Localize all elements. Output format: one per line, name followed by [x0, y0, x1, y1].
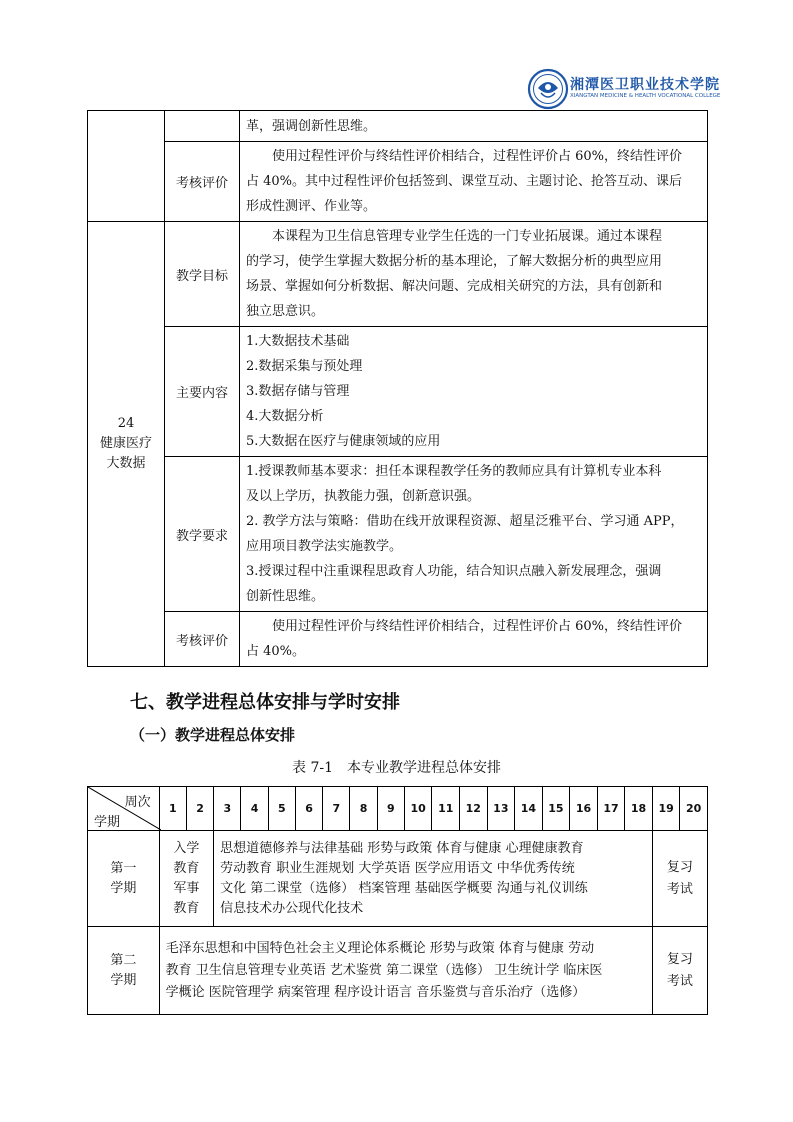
schedule-table — [87, 786, 708, 1015]
table-row — [88, 327, 708, 457]
section-heading: 七、教学进程总体安排与学时安排 — [130, 692, 400, 713]
content-cell — [240, 612, 708, 667]
course-line: 毛泽东思想和中国特色社会主义理论体系概论 形势与政策 体育与健康 劳动 — [165, 940, 595, 956]
list-item: 2.数据采集与预处理 — [246, 359, 363, 374]
college-name: 湘潭医卫职业技术学院 — [570, 77, 720, 93]
row-label: 主要内容 — [165, 327, 240, 457]
course-name-line: 大数据 — [106, 456, 146, 471]
review-cell — [652, 831, 707, 927]
content-line: 场景、掌握如何分析数据、解决问题、完成相关研究的方法，具有创新和 — [246, 279, 663, 294]
table-row — [88, 612, 708, 667]
table-row — [88, 222, 708, 327]
review-line: 复习 — [666, 859, 693, 875]
review-line: 复习 — [666, 951, 693, 967]
week-number: 2 — [186, 787, 213, 831]
content-cell — [240, 327, 708, 457]
week-number: 17 — [597, 787, 625, 831]
week-number: 7 — [323, 787, 350, 831]
week-number: 13 — [487, 787, 515, 831]
header-week: 周次 — [124, 795, 151, 810]
week-number: 19 — [652, 787, 680, 831]
table-row — [88, 927, 708, 1015]
list-item: 1.大数据技术基础 — [246, 334, 350, 349]
subsection-heading: （一）教学进程总体安排 — [130, 726, 296, 744]
row-label: 教学目标 — [165, 222, 240, 327]
college-name-en: XIANGTAN MEDICINE & HEALTH VOCATIONAL COLLEGE — [570, 93, 721, 99]
course-line: 思想道德修养与法律基础 形势与政策 体育与健康 心理健康教育 — [220, 840, 584, 856]
semester-name-line: 第二 — [110, 952, 137, 968]
week-number: 15 — [542, 787, 570, 831]
course-line: 文化 第二课堂（选修） 档案管理 基础医学概要 沟通与礼仪训练 — [220, 880, 588, 896]
course-line: 教育 卫生信息管理专业英语 艺术鉴赏 第二课堂（选修） 卫生统计学 临床医 — [165, 962, 603, 978]
review-line: 考试 — [666, 973, 693, 989]
week-number: 1 — [159, 787, 186, 831]
semester-name-line: 第一 — [110, 860, 137, 876]
content-line: 本课程为卫生信息管理专业学生任选的一门专业拓展课。通过本课程 — [272, 229, 663, 244]
course-name-cell — [88, 222, 165, 667]
course-list-cell — [214, 831, 653, 927]
table-row — [88, 831, 708, 927]
week-number: 3 — [214, 787, 241, 831]
week-number: 6 — [295, 787, 322, 831]
content-line: 独立思意识。 — [246, 304, 325, 319]
row-label: 考核评价 — [165, 612, 240, 667]
content-line: 2. 教学方法与策略：借助在线开放课程资源、超星泛雅平台、学习通 APP， — [246, 514, 684, 529]
row-label: 教学要求 — [165, 457, 240, 612]
course-name-line: 健康医疗 — [99, 436, 152, 451]
diagonal-header-cell — [88, 787, 160, 831]
week-number: 4 — [241, 787, 268, 831]
week-number: 11 — [432, 787, 460, 831]
week-number: 5 — [268, 787, 295, 831]
semester-label — [88, 927, 160, 1015]
table-row — [88, 111, 708, 142]
content-cell — [240, 111, 708, 142]
review-line: 考试 — [666, 881, 693, 897]
week-number: 20 — [680, 787, 708, 831]
orientation-line: 入学 — [173, 840, 200, 856]
table-row — [88, 457, 708, 612]
course-line: 信息技术办公现代化技术 — [220, 900, 364, 916]
list-item: 5.大数据在医疗与健康领域的应用 — [246, 434, 441, 449]
table-caption: 表 7-1 本专业教学进程总体安排 — [292, 760, 501, 776]
week-number: 12 — [460, 787, 488, 831]
orientation-line: 教育 — [173, 900, 200, 916]
course-line: 劳动教育 职业生涯规划 大学英语 医学应用语文 中华优秀传统 — [220, 860, 575, 876]
orientation-line: 军事 — [173, 880, 200, 896]
week-number: 14 — [515, 787, 543, 831]
header-semester: 学期 — [94, 815, 121, 830]
content-cell — [240, 457, 708, 612]
course-cell-blank — [88, 111, 165, 222]
label-cell-blank — [165, 111, 240, 142]
content-line: 形成性测评、作业等。 — [246, 199, 377, 214]
week-number: 18 — [625, 787, 653, 831]
content-cell — [240, 222, 708, 327]
table-row — [88, 142, 708, 222]
week-number: 9 — [377, 787, 404, 831]
orientation-cell — [159, 831, 214, 927]
content-line: 3.授课过程中注重课程思政育人功能，结合知识点融入新发展理念，强调 — [246, 564, 662, 579]
content-line: 应用项目教学法实施教学。 — [246, 539, 403, 554]
content-line: 创新性思维。 — [246, 589, 325, 604]
review-cell — [652, 927, 707, 1015]
content-line: 使用过程性评价与终结性评价相结合，过程性评价占 60%，终结性评价 — [272, 619, 683, 634]
course-list-cell — [159, 927, 652, 1015]
content-line: 占 40%。 — [246, 644, 306, 659]
course-line: 学概论 医院管理学 病案管理 程序设计语言 音乐鉴赏与音乐治疗（选修） — [165, 984, 586, 1000]
semester-name-line: 学期 — [110, 972, 137, 988]
content-line: 1.授课教师基本要求：担任本课程教学任务的教师应具有计算机专业本科 — [246, 464, 662, 479]
content-text: 革，强调创新性思维。 — [246, 118, 377, 134]
table-header-row — [88, 787, 708, 831]
content-line: 及以上学历，执教能力强，创新意识强。 — [246, 489, 481, 504]
week-number: 8 — [350, 787, 377, 831]
semester-name-line: 学期 — [110, 880, 137, 896]
course-detail-table — [87, 110, 708, 667]
content-line: 使用过程性评价与终结性评价相结合，过程性评价占 60%，终结性评价 — [272, 149, 683, 164]
week-number: 16 — [570, 787, 598, 831]
course-number: 24 — [117, 416, 135, 431]
content-cell — [240, 142, 708, 222]
content-line: 占 40%。其中过程性评价包括签到、课堂互动、主题讨论、抢答互动、课后 — [246, 174, 683, 189]
semester-label — [88, 831, 160, 927]
row-label: 考核评价 — [165, 142, 240, 222]
list-item: 3.数据存储与管理 — [246, 384, 350, 399]
week-number: 10 — [404, 787, 432, 831]
list-item: 4.大数据分析 — [246, 409, 324, 424]
orientation-line: 教育 — [173, 860, 200, 876]
content-line: 的学习，使学生掌握大数据分析的基本理论，了解大数据分析的典型应用 — [246, 254, 663, 269]
